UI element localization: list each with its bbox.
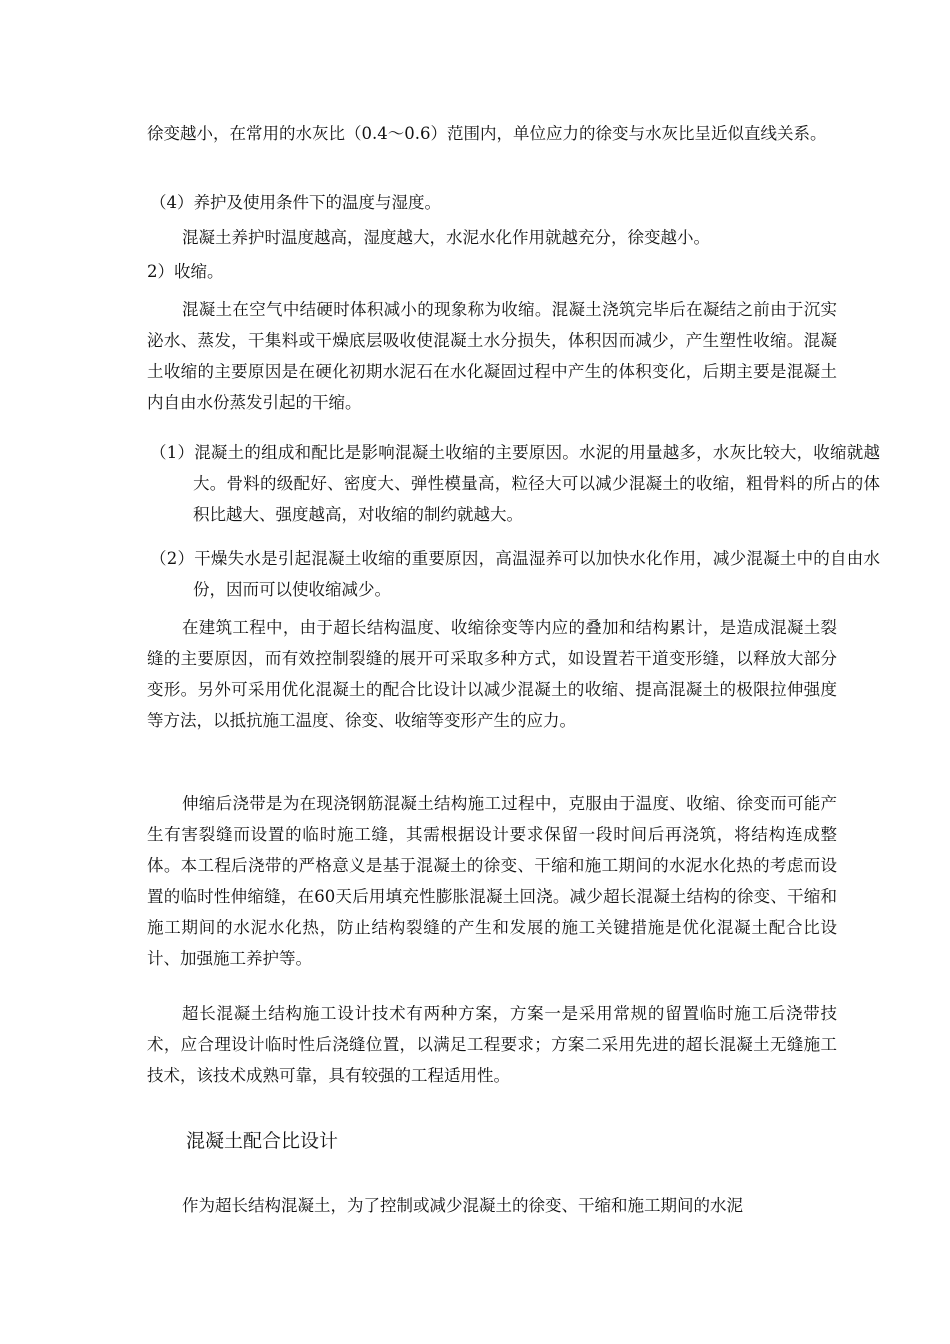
section-heading-mix-design: 混凝土配合比设计 (186, 1130, 339, 1152)
paragraph-shrinkage-definition: 混凝土在空气中结硬时体积减小的现象称为收缩。混凝土浇筑完毕后在凝结之前由于沉实泌水、蒸发，干集料或干燥底层吸收使混凝土水分损失，体积因而减少，产生塑性收缩。混凝土收缩的主要原因是在硬化初期水泥石在水化凝固过程中产生的体积变化，后期主要是混凝土内自由水份蒸发引起的干缩。 (147, 300, 837, 412)
paragraph-creep-water-ratio: 徐变越小，在常用的水灰比（0.4～0.6）范围内，单位应力的徐变与水灰比呈近似直线关系。 (147, 124, 827, 143)
list-item-drying-water-loss: （2）干燥失水是引起混凝土收缩的重要原因，高温湿养可以加快水化作用，减少混凝土中的自由水份，因而可以使收缩减少。 (150, 549, 880, 599)
paragraph-mix-design-intro: 作为超长结构混凝土，为了控制或减少混凝土的徐变、干缩和施工期间的水泥 (182, 1196, 743, 1215)
list-item-composition-ratio: （1）混凝土的组成和配比是影响混凝土收缩的主要原因。水泥的用量越多，水灰比较大，收缩就越大。骨料的级配好、密度大、弹性模量高，粒径大可以减少混凝土的收缩，粗骨料的所占的体积比越大、强度越高，对收缩的制约就越大。 (150, 443, 880, 524)
section-shrinkage-label: 2）收缩。 (147, 262, 224, 281)
paragraph-curing-temperature: 混凝土养护时温度越高，湿度越大，水泥水化作用就越充分，徐变越小。 (182, 228, 710, 247)
paragraph-crack-control: 在建筑工程中，由于超长结构温度、收缩徐变等内应的叠加和结构累计，是造成混凝土裂缝的主要原因，而有效控制裂缝的展开可采取多种方式，如设置若干道变形缝，以释放大部分变形。另外可采用优化混凝土的配合比设计以减少混凝土的收缩、提高混凝土的极限拉伸强度等方法，以抵抗施工温度、徐变、收缩等变形产生的应力。 (147, 618, 837, 730)
paragraph-construction-schemes: 超长混凝土结构施工设计技术有两种方案，方案一是采用常规的留置临时施工后浇带技术，应合理设计临时性后浇缝位置，以满足工程要求；方案二采用先进的超长混凝土无缝施工技术，该技术成熟可靠，具有较强的工程适用性。 (147, 1004, 837, 1085)
paragraph-post-pouring-strip: 伸缩后浇带是为在现浇钢筋混凝土结构施工过程中，克服由于温度、收缩、徐变而可能产生有害裂缝而设置的临时施工缝，其需根据设计要求保留一段时间后再浇筑，将结构连成整体。本工程后浇带的严格意义是基于混凝土的徐变、干缩和施工期间的水泥水化热的考虑而设置的临时性伸缩缝，在60天后用填充性膨胀混凝土回浇。减少超长混凝土结构的徐变、干缩和施工期间的水泥水化热，防止结构裂缝的产生和发展的施工关键措施是优化混凝土配合比设计、加强施工养护等。 (147, 794, 837, 968)
list-item-curing-conditions: （4）养护及使用条件下的温度与湿度。 (150, 193, 441, 212)
